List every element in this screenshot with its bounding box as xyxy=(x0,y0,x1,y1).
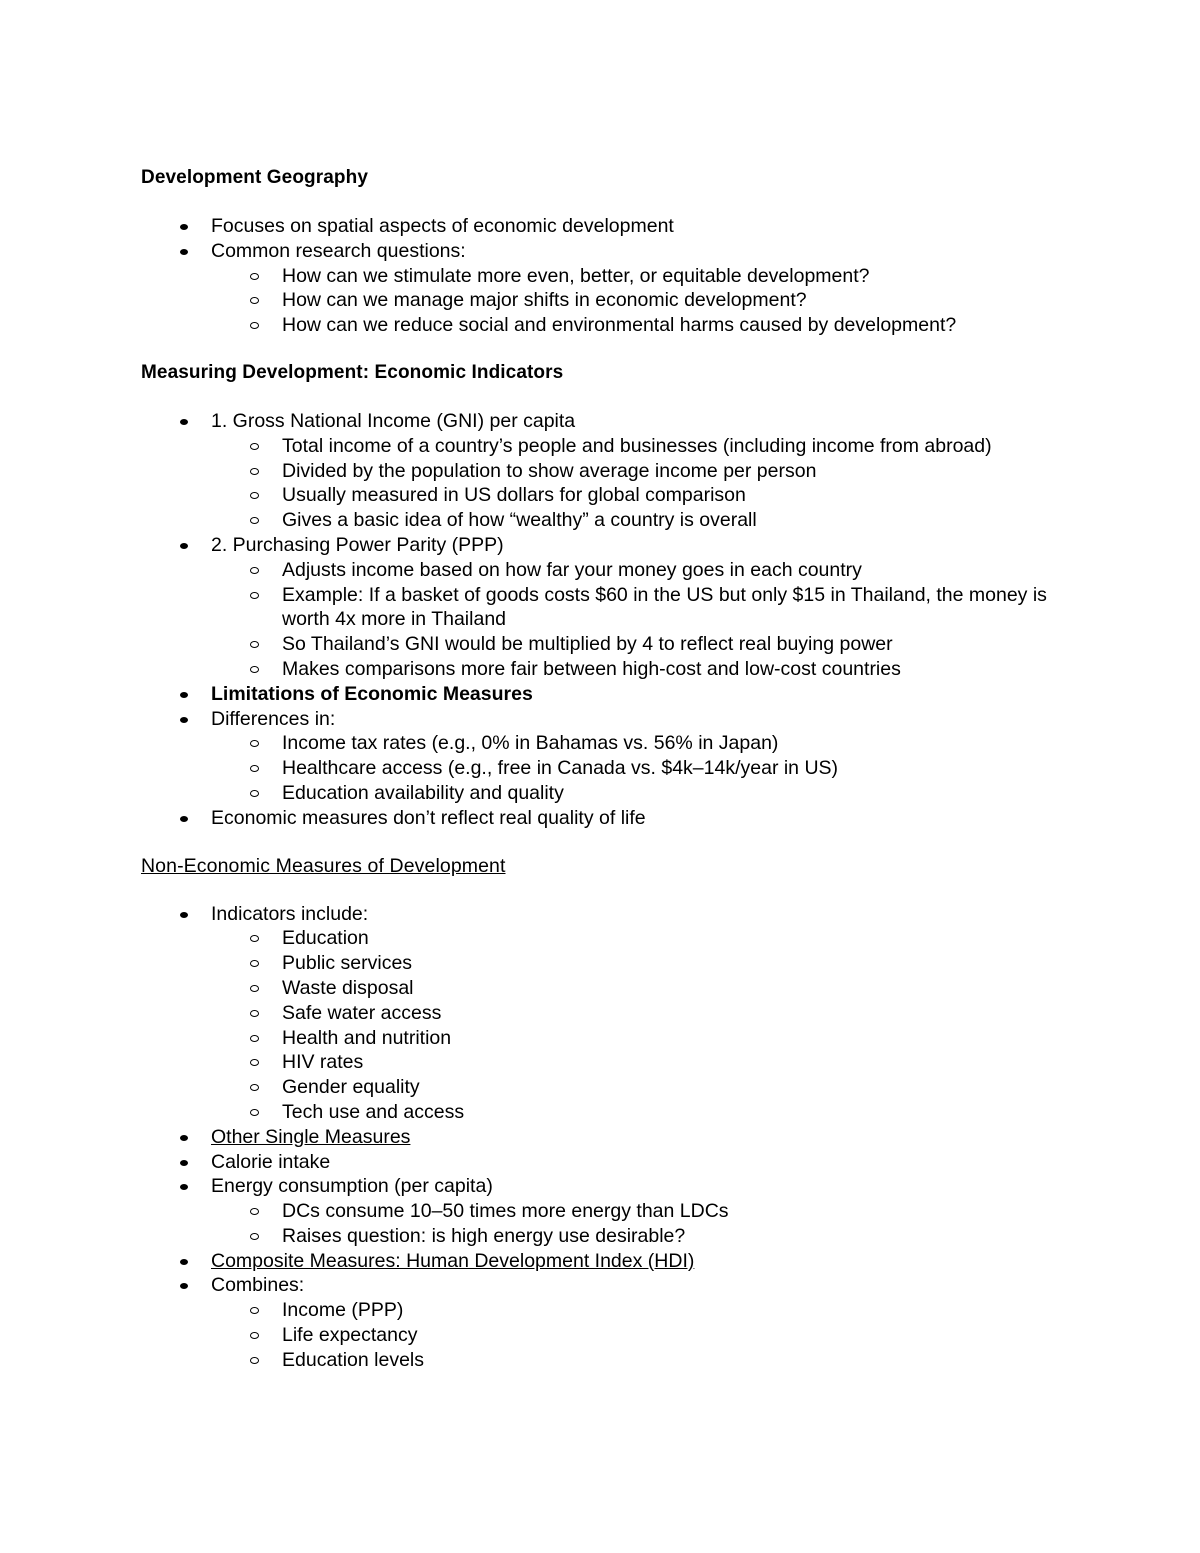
document-page xyxy=(141,166,1061,1373)
section2-list xyxy=(141,409,1061,831)
sub-list-item: Education availability and quality xyxy=(211,781,1061,806)
sub-list-item: Example: If a basket of goods costs $60 in the US but only $15 in Thailand, the money is worth 4x more in Thailand xyxy=(211,583,1061,633)
sub-list-item: Adjusts income based on how far your money goes in each country xyxy=(211,558,1061,583)
section1-list xyxy=(141,214,1061,338)
list-item: Focuses on spatial aspects of economic development xyxy=(141,214,1061,239)
section-title-development-geography: Development Geography xyxy=(141,167,368,188)
sub-list-item: Public services xyxy=(211,951,1061,976)
sub-list-item: Usually measured in US dollars for global comparison xyxy=(211,483,1061,508)
list-item: Calorie intake xyxy=(141,1150,1061,1175)
sub-list-item: How can we manage major shifts in economic development? xyxy=(211,288,1061,313)
list-item: Indicators include: Education Public services Waste disposal Safe water access Health and nutrition HIV rates Gender equality Tech use and access xyxy=(141,902,1061,1125)
sub-list-item: So Thailand’s GNI would be multiplied by 4 to reflect real buying power xyxy=(211,632,1061,657)
sub-list-item: Income (PPP) xyxy=(211,1298,1061,1323)
list-item: Economic measures don’t reflect real quality of life xyxy=(141,806,1061,831)
sub-list-item: Total income of a country’s people and businesses (including income from abroad) xyxy=(211,434,1061,459)
sub-list-item: DCs consume 10–50 times more energy than LDCs xyxy=(211,1199,1061,1224)
list-item-limitations: Limitations of Economic Measures xyxy=(141,682,1061,707)
sub-list-item: Gender equality xyxy=(211,1075,1061,1100)
list-item-composite-measures: Composite Measures: Human Development Index (HDI) xyxy=(141,1249,1061,1274)
section-title-non-economic-measures: Non-Economic Measures of Development xyxy=(141,854,506,877)
sub-list xyxy=(141,1298,1061,1372)
list-item: 1. Gross National Income (GNI) per capita Total income of a country’s people and businesses (including income from abroad) Divided by the population to show average income per person Usually measured in US dollars for global comparison Gives a basic idea of how “wealthy” a country is overall xyxy=(141,409,1061,533)
sub-list xyxy=(141,434,1061,533)
list-item-other-single-measures: Other Single Measures xyxy=(141,1125,1061,1150)
sub-list-item: Life expectancy xyxy=(211,1323,1061,1348)
list-item: Energy consumption (per capita) DCs consume 10–50 times more energy than LDCs Raises question: is high energy use desirable? xyxy=(141,1174,1061,1248)
sub-list xyxy=(141,731,1061,805)
list-item: Combines: Income (PPP) Life expectancy Education levels xyxy=(141,1273,1061,1372)
sub-list-item: Healthcare access (e.g., free in Canada vs. $4k–14k/year in US) xyxy=(211,756,1061,781)
sub-list-item: How can we stimulate more even, better, or equitable development? xyxy=(211,264,1061,289)
sub-list-item: Waste disposal xyxy=(211,976,1061,1001)
sub-list-item: Education xyxy=(211,926,1061,951)
sub-list-item: Tech use and access xyxy=(211,1100,1061,1125)
sub-list-item: Gives a basic idea of how “wealthy” a country is overall xyxy=(211,508,1061,533)
sub-list xyxy=(141,558,1061,682)
sub-list-item: Health and nutrition xyxy=(211,1026,1061,1051)
sub-list-item: Divided by the population to show average income per person xyxy=(211,459,1061,484)
sub-list-item: Safe water access xyxy=(211,1001,1061,1026)
sub-list-item: Makes comparisons more fair between high-cost and low-cost countries xyxy=(211,657,1061,682)
section-title-economic-indicators: Measuring Development: Economic Indicators xyxy=(141,361,564,383)
section3-list xyxy=(141,902,1061,1373)
sub-list-item: HIV rates xyxy=(211,1050,1061,1075)
sub-list-item: Income tax rates (e.g., 0% in Bahamas vs. 56% in Japan) xyxy=(211,731,1061,756)
sub-list xyxy=(141,1199,1061,1249)
sub-list-item: How can we reduce social and environmental harms caused by development? xyxy=(211,313,1061,338)
sub-list-item: Education levels xyxy=(211,1348,1061,1373)
list-item: Common research questions: How can we stimulate more even, better, or equitable development? How can we manage major shifts in economic development? How can we reduce social and environmental harms caused by development? xyxy=(141,239,1061,338)
list-item: 2. Purchasing Power Parity (PPP) Adjusts income based on how far your money goes in each country Example: If a basket of goods costs $60 in the US but only $15 in Thailand, the money is worth 4x more in Thailand So Thailand’s GNI would be multiplied by 4 to reflect real buying power Makes comparisons more fair between high-cost and low-cost countries xyxy=(141,533,1061,682)
sub-list xyxy=(141,264,1061,338)
list-item: Differences in: Income tax rates (e.g., 0% in Bahamas vs. 56% in Japan) Healthcare access (e.g., free in Canada vs. $4k–14k/year in US) Education availability and quality xyxy=(141,707,1061,806)
sub-list xyxy=(141,926,1061,1124)
sub-list-item: Raises question: is high energy use desirable? xyxy=(211,1224,1061,1249)
